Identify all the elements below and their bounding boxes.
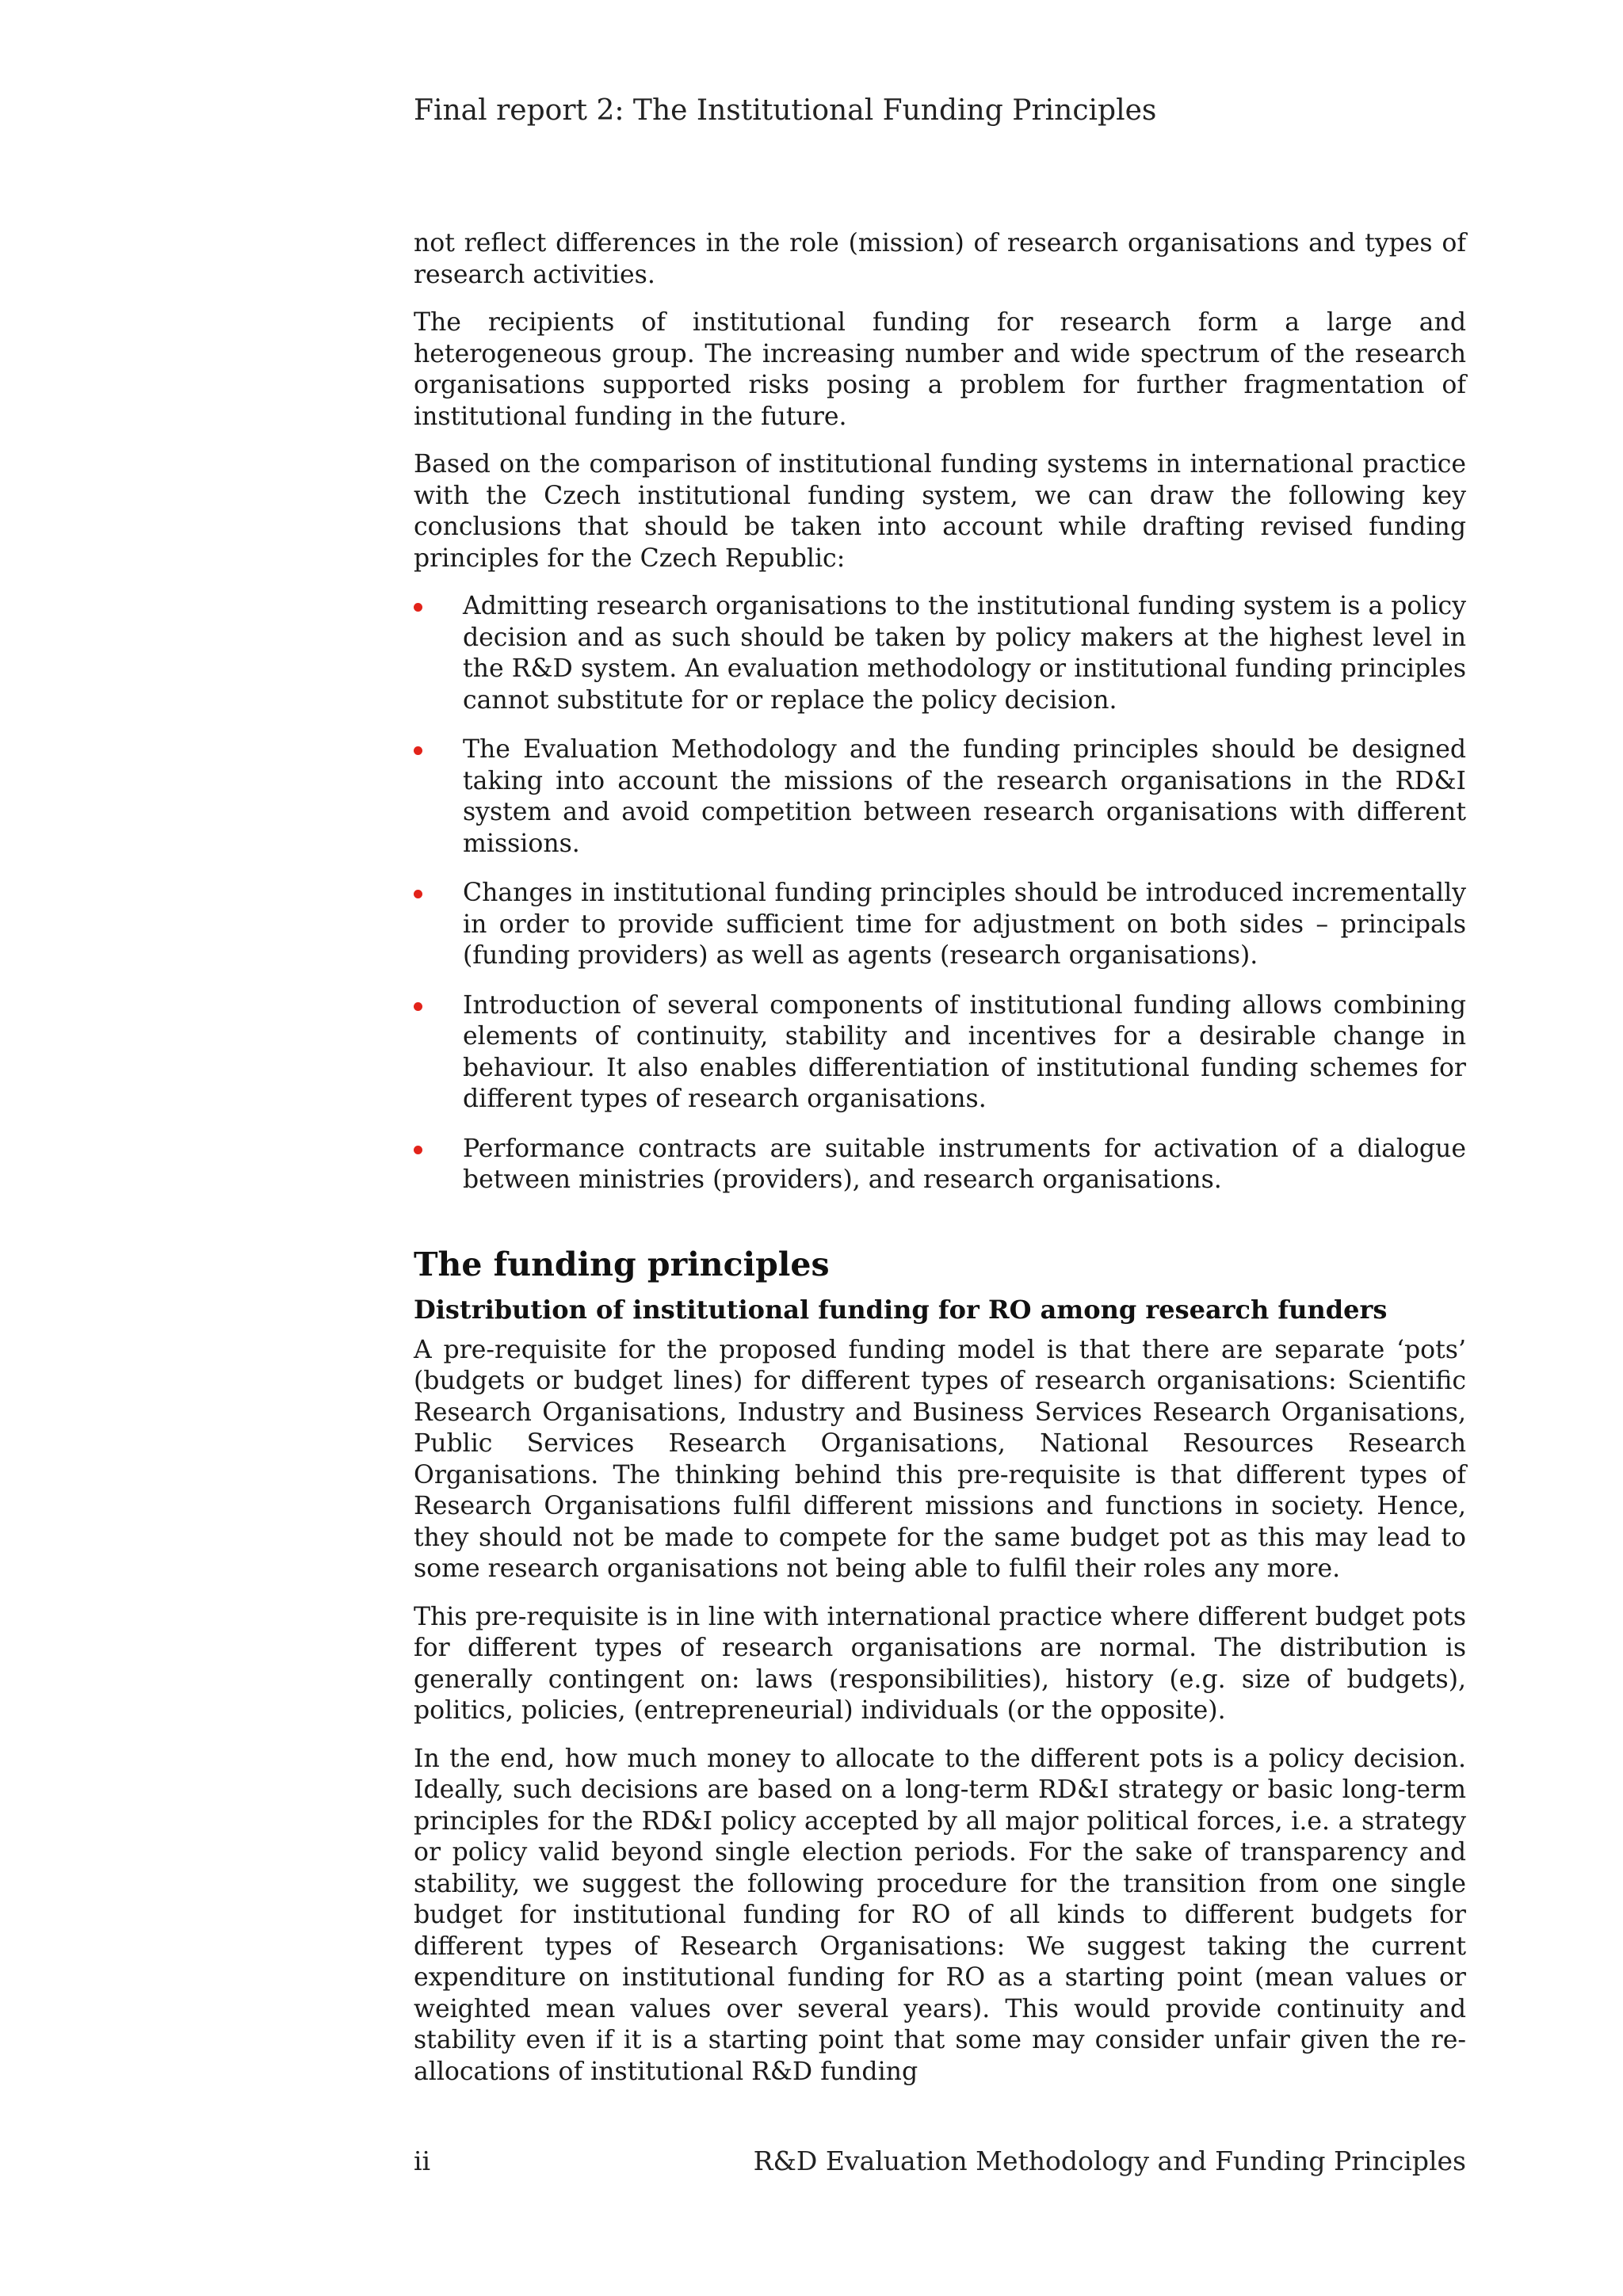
page-content (414, 228, 1466, 2104)
paragraph-recipients: The recipients of institutional funding for research form a large and heterogeneous group. The increasing number and wide spectrum of the research organisations supported risks posing a problem for further fragmentation of institutional funding in the future. (414, 308, 1466, 431)
bullet-dot-icon (414, 746, 422, 755)
paragraph-comparison: Based on the comparison of institutional funding systems in international practice with the Czech institutional funding system, we can draw the following key conclusions that should be taken into account while drafting revised funding principles for the Czech Republic: (414, 450, 1466, 573)
bullet-dot-icon (414, 603, 422, 612)
running-header: Final report 2: The Institutional Funding Principles (414, 94, 1157, 127)
list-item-text: The Evaluation Methodology and the funding principles should be designed taking into account the missions of the research organisations in the RD&I system and avoid competition between research organisations with different missions. (463, 735, 1466, 858)
conclusions-list (414, 591, 1466, 1196)
list-item (414, 878, 1466, 972)
page-number: ii (414, 2145, 431, 2176)
list-item (414, 1134, 1466, 1196)
bullet-dot-icon (414, 1002, 422, 1011)
list-item (414, 990, 1466, 1116)
footer-document-title: R&D Evaluation Methodology and Funding Principles (753, 2145, 1466, 2176)
list-item-text: Performance contracts are suitable instruments for activation of a dialogue between ministries (providers), and research organisations. (463, 1134, 1466, 1194)
list-item-text: Introduction of several components of institutional funding allows combining elements of continuity, stability and incentives for a desirable change in behaviour. It also enables differentiation of institutional funding schemes for different types of research organisations. (463, 990, 1466, 1113)
paragraph-international-practice: This pre-requisite is in line with international practice where different budget pots for different types of research organisations are normal. The distribution is generally contingent on: laws (responsibilities), history (e.g. size of budgets), politics, policies, (entrepreneurial) individuals (or the opposite). (414, 1602, 1466, 1725)
list-item (414, 734, 1466, 860)
bullet-dot-icon (414, 890, 422, 898)
paragraph-policy-decision: In the end, how much money to allocate to the different pots is a policy decision. Ideally, such decisions are based on a long-term RD&I strategy or basic long-term principles for the RD&I policy accepted by all major political forces, i.e. a strategy or policy valid beyond single election periods. For the sake of transparency and stability, we suggest the following procedure for the transition from one single budget for institutional funding for RO of all kinds to different budgets for different types of Research Organisations: We suggest taking the current expenditure on institutional funding for RO as a starting point (mean values or weighted mean values over several years). This would provide continuity and stability even if it is a starting point that some may consider unfair given the re-allocations of institutional R&D funding (414, 1744, 1466, 2086)
list-item-text: Admitting research organisations to the institutional funding system is a policy decision and as such should be taken by policy makers at the highest level in the R&D system. An evaluation methodology or institutional funding principles cannot substitute for or replace the policy decision. (463, 592, 1466, 715)
paragraph-prerequisite: A pre-requisite for the proposed funding model is that there are separate ‘pots’ (budgets or budget lines) for different types of research organisations: Scientific Research Organisations, Industry and Business Services Research Organisations, Public Services Research Organisations, National Resources Research Organisations. The thinking behind this pre-requisite is that different types of Research Organisations fulfil different missions and functions in society. Hence, they should not be made to compete for the same budget pot as this may lead to some research organisations not being able to fulfil their roles any more. (414, 1335, 1466, 1583)
section-title: The funding principles (414, 1245, 830, 1283)
bullet-dot-icon (414, 1146, 422, 1154)
list-item-text: Changes in institutional funding principles should be introduced incrementally in order to provide sufficient time for adjustment on both sides – principals (funding providers) as well as agents (research organisations). (463, 879, 1466, 970)
paragraph-continuation: not reflect differences in the role (mission) of research organisations and types of research activities. (414, 229, 1466, 289)
list-item (414, 591, 1466, 716)
subsection-title: Distribution of institutional funding for RO among research funders (414, 1294, 1388, 1325)
